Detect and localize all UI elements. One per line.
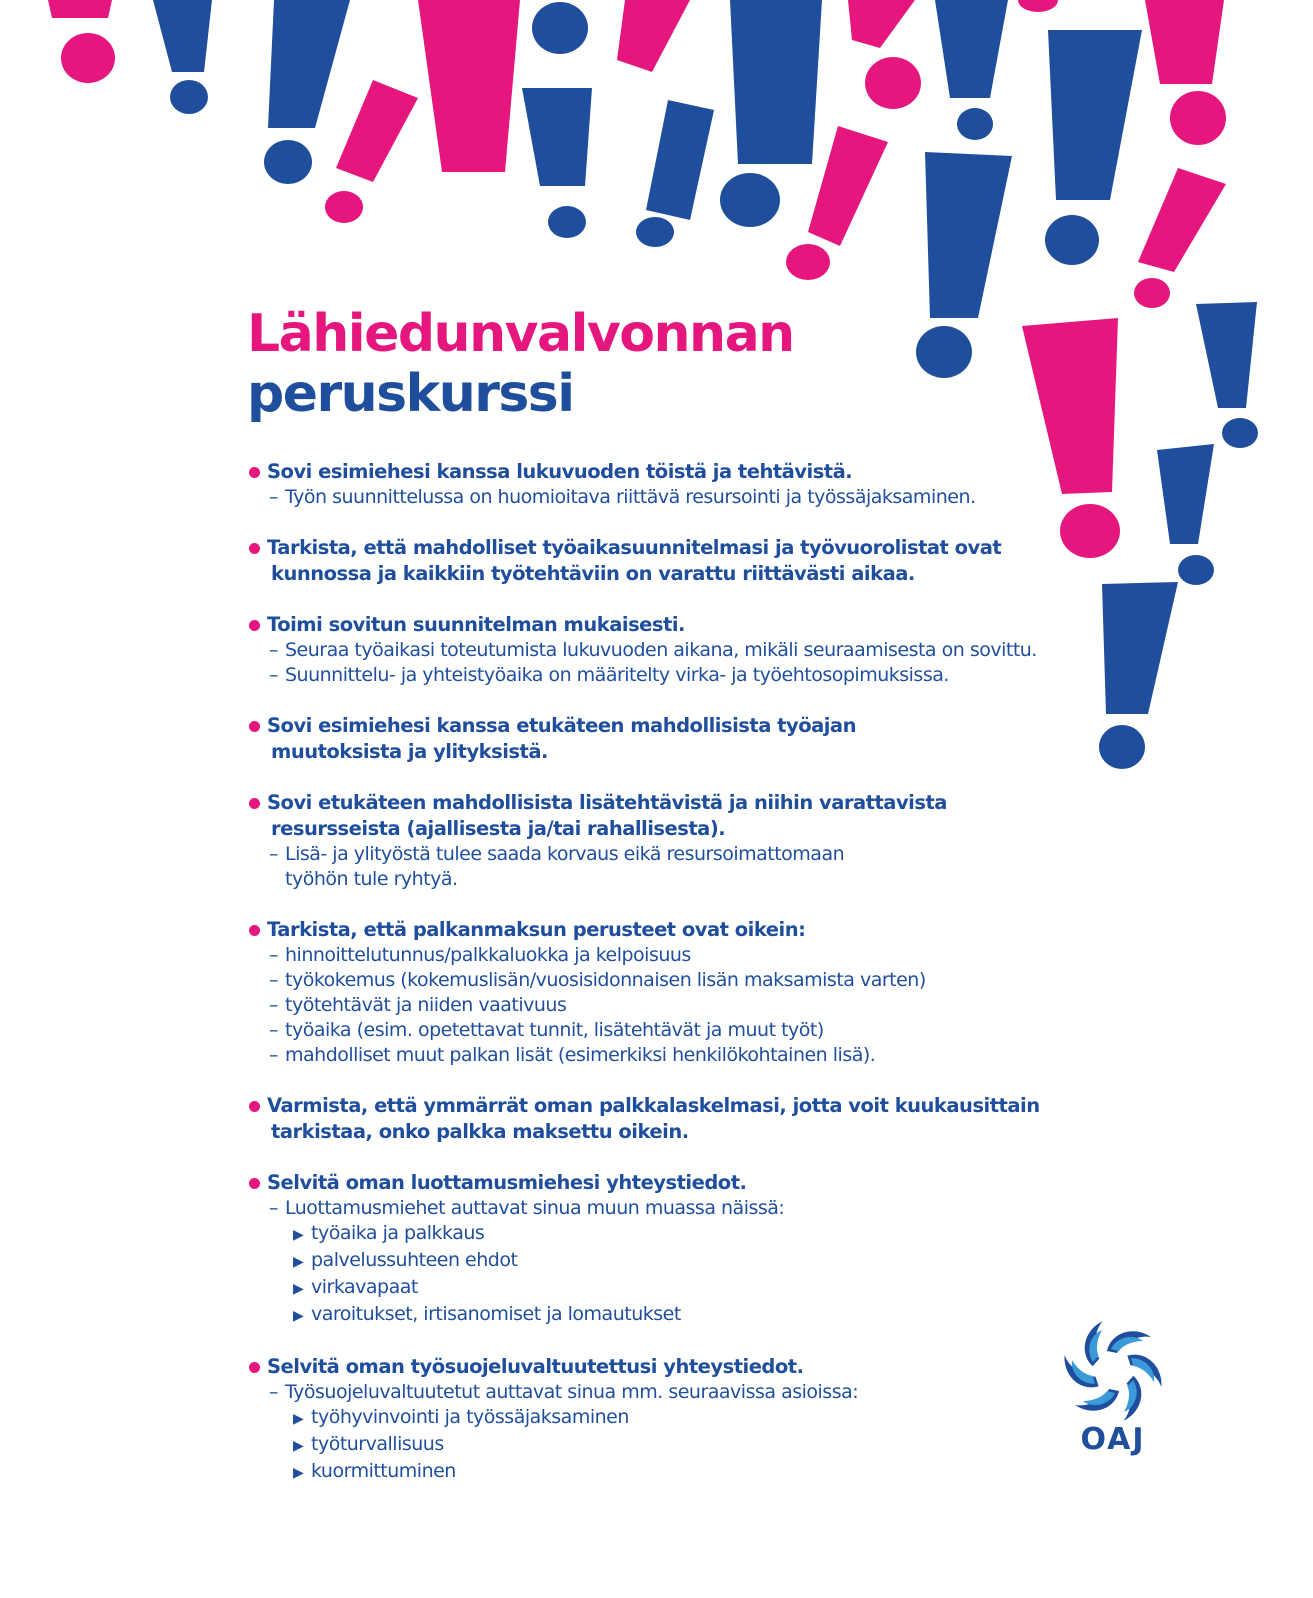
checklist-item-heading: Toimi sovitun suunnitelman mukaisesti. — [267, 613, 685, 636]
oaj-logo-text: OAJ — [1080, 1422, 1146, 1457]
exclamation-dot-icon — [1134, 278, 1170, 308]
exclamation-dot-icon — [1222, 418, 1258, 448]
checklist-item-heading: Sovi esimiehesi kanssa etukäteen mahdollisista työajan — [267, 714, 856, 737]
triangle-bullet-icon: ▶ — [293, 1308, 304, 1324]
checklist-subitem — [267, 1196, 1127, 1221]
pink-dot-icon — [249, 925, 260, 936]
checklist-subitem — [267, 968, 1127, 993]
exclamation-dot-icon — [720, 173, 780, 227]
exclamation-mark-icon — [730, 0, 822, 164]
exclamation-dot-icon — [170, 80, 208, 114]
triangle-bullet-icon: ▶ — [293, 1281, 304, 1297]
checklist-subsubitem-text: työaika ja palkkaus — [311, 1222, 485, 1244]
checklist-item — [247, 1354, 1127, 1486]
checklist-subitem-text: Luottamusmiehet auttavat sinua muun muassa näissä: — [285, 1197, 785, 1219]
checklist-subsubitem-text: työturvallisuus — [311, 1433, 444, 1455]
dash-icon: – — [269, 1044, 278, 1066]
checklist-subsubitem-text: varoitukset, irtisanomiset ja lomautukset — [311, 1303, 681, 1325]
exclamation-mark-icon — [1145, 0, 1224, 84]
checklist-subsubitem — [267, 1221, 1127, 1248]
exclamation-mark-icon — [935, 0, 1008, 98]
checklist-item-heading: Sovi esimiehesi kanssa lukuvuoden töistä ja tehtävistä. — [267, 460, 853, 483]
checklist-subitem-text: Lisä- ja ylityöstä tulee saada korvaus eikä resursoimattomaan — [285, 843, 845, 865]
checklist-subsubitem-text: työhyvinvointi ja työssäjaksaminen — [311, 1406, 629, 1428]
triangle-bullet-icon: ▶ — [293, 1227, 304, 1243]
exclamation-mark-icon — [153, 0, 212, 72]
exclamation-mark-icon — [1157, 444, 1214, 544]
checklist-item — [247, 612, 1127, 688]
page-title-line1: Lähiedunvalvonnan — [247, 304, 794, 364]
exclamation-mark-icon — [48, 0, 112, 18]
checklist-item-heading: resursseista (ajallisesta ja/tai rahallisesta). — [271, 817, 726, 840]
dash-icon: – — [269, 1197, 278, 1219]
exclamation-mark-icon — [646, 100, 714, 220]
exclamation-mark-icon — [848, 0, 915, 48]
pink-dot-icon — [249, 620, 260, 631]
checklist-subsubitem — [267, 1248, 1127, 1275]
checklist-subsubitem — [267, 1459, 1127, 1486]
exclamation-dot-icon — [1045, 215, 1099, 265]
checklist-subitem-text: Työsuojeluvaltuutetut auttavat sinua mm. seuraavissa asioissa: — [285, 1381, 859, 1403]
dash-icon: – — [269, 994, 278, 1016]
exclamation-dot-icon — [865, 57, 921, 109]
checklist-item-heading: tarkistaa, onko palkka maksettu oikein. — [271, 1120, 689, 1143]
pink-dot-icon — [249, 543, 260, 554]
dash-icon: – — [269, 486, 278, 508]
triangle-bullet-icon: ▶ — [293, 1465, 304, 1481]
dash-icon: – — [269, 944, 278, 966]
checklist-item — [247, 917, 1127, 1068]
triangle-bullet-icon: ▶ — [293, 1254, 304, 1270]
exclamation-dot-icon — [1178, 555, 1214, 585]
checklist-item-heading: Varmista, että ymmärrät oman palkkalaskelmasi, jotta voit kuukausittain — [267, 1094, 1040, 1117]
checklist-subitem — [267, 943, 1127, 968]
checklist-subitem — [267, 638, 1127, 663]
dash-icon: – — [269, 843, 278, 865]
checklist-subitem — [267, 485, 1127, 510]
exclamation-mark-icon — [1196, 302, 1257, 408]
exclamation-mark-icon — [418, 0, 520, 172]
exclamation-dot-icon — [786, 244, 830, 280]
checklist-item-heading: Selvitä oman työsuojeluvaltuutettusi yhteystiedot. — [267, 1355, 804, 1378]
checklist-subitem-text: hinnoittelutunnus/palkkaluokka ja kelpoisuus — [285, 944, 691, 966]
checklist-subitem-text: työaika (esim. opetettavat tunnit, lisätehtävät ja muut työt) — [285, 1019, 824, 1041]
checklist-item-heading: kunnossa ja kaikkiin työtehtäviin on varattu riittävästi aikaa. — [271, 562, 915, 585]
dash-icon: – — [269, 969, 278, 991]
checklist-subsubitem-text: virkavapaat — [311, 1276, 418, 1298]
exclamation-dot-icon — [957, 108, 993, 140]
exclamation-dot-icon — [1018, 0, 1058, 12]
exclamation-dot-icon — [1170, 91, 1226, 145]
checklist-subitem — [267, 1043, 1127, 1068]
exclamation-mark-icon — [268, 0, 350, 128]
dash-icon: – — [269, 1381, 278, 1403]
triangle-bullet-icon: ▶ — [293, 1411, 304, 1427]
pink-dot-icon — [249, 467, 260, 478]
checklist-subsubitem — [267, 1405, 1127, 1432]
checklist-subitem-text: työkokemus (kokemuslisän/vuosisidonnaisen lisän maksamista varten) — [285, 969, 926, 991]
checklist-subsubitem — [267, 1432, 1127, 1459]
exclamation-dot-icon — [61, 33, 115, 83]
page-title-line2: peruskurssi — [247, 364, 574, 424]
pink-dot-icon — [249, 1178, 260, 1189]
checklist-item-heading: Selvitä oman luottamusmiehesi yhteystiedot. — [267, 1171, 747, 1194]
checklist-item-heading: Sovi etukäteen mahdollisista lisätehtävistä ja niihin varattavista — [267, 791, 947, 814]
checklist-item — [247, 535, 1127, 587]
pink-dot-icon — [249, 1362, 260, 1373]
dash-icon: – — [269, 639, 278, 661]
exclamation-dot-icon — [916, 326, 972, 378]
pink-dot-icon — [249, 798, 260, 809]
checklist-item-heading: muutoksista ja ylityksistä. — [271, 740, 548, 763]
pink-dot-icon — [249, 721, 260, 732]
exclamation-mark-icon — [1048, 30, 1142, 200]
oaj-swirl-logo-icon — [1063, 1321, 1163, 1421]
exclamation-mark-icon — [336, 80, 418, 182]
triangle-bullet-icon: ▶ — [293, 1438, 304, 1454]
checklist-subsubitem — [267, 1302, 1127, 1329]
exclamation-mark-icon — [808, 126, 888, 246]
checklist-subitem-text: mahdolliset muut palkan lisät (esimerkiksi henkilökohtainen lisä). — [285, 1044, 876, 1066]
exclamation-dot-icon — [264, 140, 312, 184]
checklist-item — [247, 713, 1127, 765]
dash-icon: – — [269, 664, 278, 686]
checklist-subitem — [267, 993, 1127, 1018]
checklist-subitem-continuation: työhön tule ryhtyä. — [285, 868, 458, 890]
checklist-subitem — [267, 1380, 1127, 1405]
checklist-item — [247, 790, 1127, 892]
checklist-subsubitem-text: kuormittuminen — [311, 1460, 456, 1482]
exclamation-dot-icon — [548, 206, 586, 238]
checklist-subitem-text: Seuraa työaikasi toteutumista lukuvuoden aikana, mikäli seuraamisesta on sovittu. — [285, 639, 1037, 661]
checklist-item — [247, 459, 1127, 510]
checklist-subitem-text: työtehtävät ja niiden vaativuus — [285, 994, 567, 1016]
exclamation-mark-icon — [522, 88, 592, 186]
checklist — [247, 459, 1127, 1486]
checklist-subsubitem — [267, 1275, 1127, 1302]
checklist-subitem-text: Suunnittelu- ja yhteistyöaika on määritelty virka- ja työehtosopimuksissa. — [285, 664, 949, 686]
exclamation-dot-icon — [325, 191, 363, 223]
checklist-item — [247, 1170, 1127, 1329]
checklist-subsubitem-text: palvelussuhteen ehdot — [311, 1249, 518, 1271]
exclamation-mark-icon — [925, 152, 1012, 318]
exclamation-mark-icon — [617, 0, 690, 72]
exclamation-dot-icon — [532, 2, 588, 54]
checklist-subitem — [267, 842, 1127, 867]
dash-icon: – — [269, 1019, 278, 1041]
checklist-subitem-text: Työn suunnittelussa on huomioitava riittävä resursointi ja työssäjaksaminen. — [285, 486, 976, 508]
pink-dot-icon — [249, 1101, 260, 1112]
checklist-item — [247, 1093, 1127, 1145]
exclamation-mark-icon — [1138, 168, 1226, 272]
checklist-subitem — [267, 663, 1127, 688]
exclamation-dot-icon — [636, 217, 674, 247]
checklist-item-heading: Tarkista, että palkanmaksun perusteet ovat oikein: — [267, 918, 806, 941]
checklist-item-heading: Tarkista, että mahdolliset työaikasuunnitelmasi ja työvuorolistat ovat — [267, 536, 1002, 559]
oaj-logo — [1063, 1321, 1163, 1458]
checklist-subitem — [267, 1018, 1127, 1043]
